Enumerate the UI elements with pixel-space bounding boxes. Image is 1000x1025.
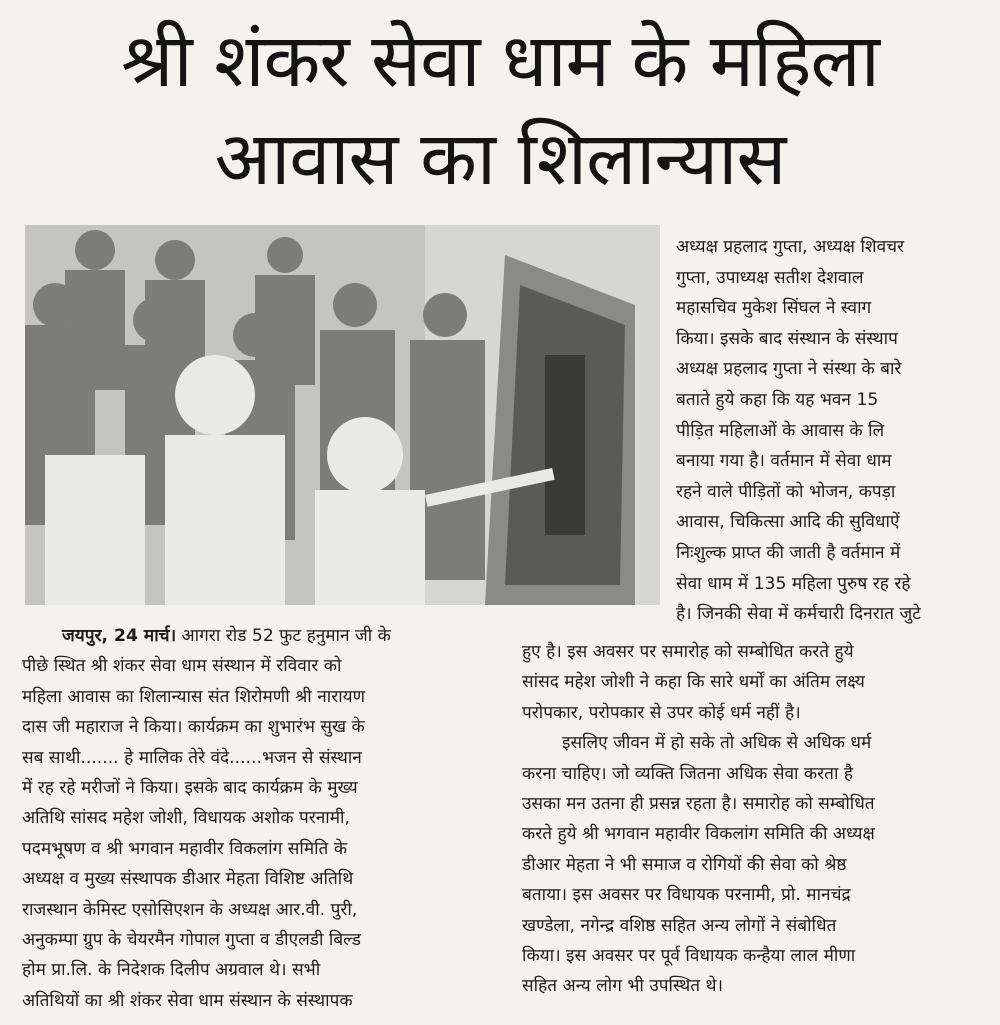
article-line: परोपकार, परोपकार से उपर कोई धर्म नहीं है।	[522, 702, 801, 723]
article-line: महिला आवास का शिलान्यास संत शिरोमणी श्री नारायण	[22, 686, 366, 707]
dateline: जयपुर, 24 मार्च।	[62, 626, 177, 646]
article-line: करते हुये श्री भगवान महावीर विकलांग समिति की अध्यक्ष	[522, 824, 875, 845]
article-line: हुए है। इस अवसर पर समारोह को सम्बोधित करते हुये	[522, 642, 854, 662]
article-column-continued	[522, 637, 994, 1002]
article-line: पीछे स्थित श्री शंकर सेवा धाम संस्थान में रविवार को	[22, 656, 342, 677]
article-line: है। जिनकी सेवा में कर्मचारी दिनरात जुटे	[676, 604, 921, 625]
article-line: अध्यक्ष प्रहलाद गुप्ता ने संस्था के बारे	[676, 359, 902, 380]
article-line: खण्डेला, नगेन्द्र वशिष्ठ सहित अन्य लोगों ने संबोधित	[522, 915, 837, 936]
article-line: पदमभूषण व श्री भगवान महावीर विकलांग समिति के	[22, 838, 348, 859]
article-line: होम प्रा.लि. के निदेशक दिलीप अग्रवाल थे। सभी	[22, 960, 321, 981]
article-column-right	[676, 232, 996, 630]
article-first-line	[22, 621, 496, 651]
article-line: सांसद महेश जोशी ने कहा कि सारे धर्मों का अंतिम लक्ष्य	[522, 672, 865, 693]
article-line: निःशुल्क प्राप्त की जाती है वर्तमान में	[676, 542, 901, 563]
article-line: किया। इस अवसर पर पूर्व विधायक कन्हैया लाल मीणा	[522, 945, 856, 966]
article-line: महासचिव मुकेश सिंघल ने स्वाग	[676, 298, 872, 319]
article-lead: आगरा रोड 52 फुट हनुमान जी के	[176, 626, 391, 646]
article-column-left	[22, 621, 496, 1016]
article-line: इसलिए जीवन में हो सके तो अधिक से अधिक धर्म	[562, 733, 872, 754]
article-line: डीआर मेहता ने भी समाज व रोगियों की सेवा को श्रेष्ठ	[522, 854, 847, 875]
article-line: गुप्ता, उपाध्यक्ष सतीश देशवाल	[676, 267, 864, 288]
article-line: सब साथी....... हे मालिक तेरे वंदे......भजन से संस्थान	[22, 747, 362, 768]
article-line: बनाया गया है। वर्तमान में सेवा धाम	[676, 451, 892, 472]
article-line: अध्यक्ष प्रहलाद गुप्ता, अध्यक्ष शिवचर	[676, 237, 905, 257]
news-photo-foundation-stone-ceremony-icon	[25, 225, 660, 605]
article-line: रहने वाले पीड़ितों को भोजन, कपड़ा	[676, 481, 896, 502]
article-line: अतिथियों का श्री शंकर सेवा धाम संस्थान के संस्थापक	[22, 990, 353, 1011]
article-line: राजस्थान केमिस्ट एसोसिएशन के अध्यक्ष आर.वी. पुरी,	[22, 899, 358, 920]
article-line: उसका मन उतना ही प्रसन्न रहता है। समारोह को सम्बोधित	[522, 793, 875, 814]
article-line: बताया। इस अवसर पर विधायक परनामी, प्रो. मानचंद्र	[522, 885, 851, 906]
article-line: आवास, चिकित्सा आदि की सुविधाऐं	[676, 512, 900, 533]
article-line: बताते हुये कहा कि यह भवन 15	[676, 389, 879, 410]
article-line: में रह रहे मरीजों ने किया। इसके बाद कार्यक्रम के मुख्य	[22, 777, 358, 798]
article-line: अनुकम्पा ग्रुप के चेयरमैन गोपाल गुप्ता व डीएलडी बिल्ड	[22, 929, 361, 950]
article-line: सहित अन्य लोग भी उपस्थित थे।	[522, 976, 724, 997]
article-line: सेवा धाम में 135 महिला पुरुष रह रहे	[676, 573, 911, 594]
article-line: पीड़ित महिलाओं के आवास के लि	[676, 420, 885, 441]
news-photo	[25, 225, 660, 605]
article-line: करना चाहिए। जो व्यक्ति जितना अधिक सेवा करता है	[522, 763, 853, 784]
headline-line-1: श्री शंकर सेवा धाम के महिला	[121, 18, 879, 104]
article-line: किया। इसके बाद संस्थान के संस्थाप	[676, 328, 898, 349]
headline-line-2: आवास का शिलान्यास	[214, 116, 786, 202]
article-line: अतिथि सांसद महेश जोशी, विधायक अशोक परनामी,	[22, 808, 350, 829]
article-line: अध्यक्ष व मुख्य संस्थापक डीआर मेहता विशिष्ट अतिथि	[22, 869, 354, 890]
article-line: दास जी महाराज ने किया। कार्यक्रम का शुभारंभ सुख के	[22, 717, 365, 738]
